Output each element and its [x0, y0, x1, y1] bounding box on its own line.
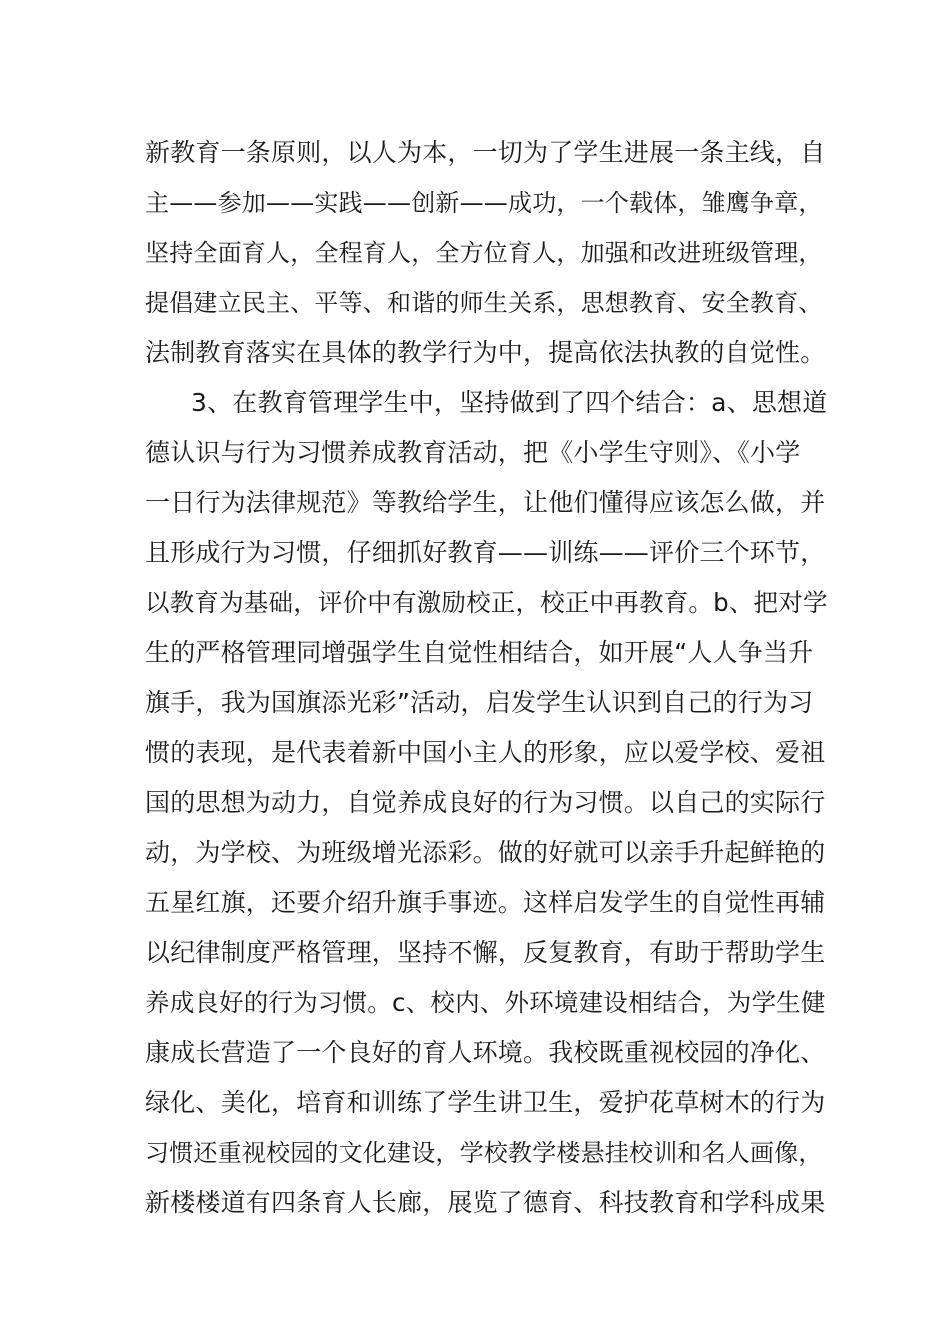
- text-line: 生的严格管理同增强学生自觉性相结合，如开展“人人争当升: [145, 638, 814, 667]
- text-line: 且形成行为习惯，仔细抓好教育——训练——评价三个环节，: [145, 538, 826, 567]
- text-line: 以纪律制度严格管理，坚持不懈，反复教育，有助于帮助学生: [145, 938, 826, 967]
- paragraph-start-line: 3、在教育管理学生中，坚持做到了四个结合：a、思想道: [191, 388, 828, 417]
- text-line: 五星红旗，还要介绍升旗手事迹。这样启发学生的自觉性再辅: [145, 888, 826, 917]
- text-line: 新楼楼道有四条育人长廊，展览了德育、科技教育和学科成果: [145, 1188, 826, 1217]
- text-line: 旗手，我为国旗添光彩”活动，启发学生认识到自己的行为习: [145, 688, 814, 717]
- text-line: 动，为学校、为班级增光添彩。做的好就可以亲手升起鲜艳的: [145, 838, 826, 867]
- text-line: 德认识与行为习惯养成教育活动，把《小学生守则》、《小学: [145, 438, 801, 467]
- text-line: 绿化、美化，培育和训练了学生讲卫生，爱护花草树木的行为: [145, 1088, 826, 1117]
- text-line: 以教育为基础，评价中有激励校正，校正中再教育。b、把对学: [145, 588, 828, 617]
- text-line: 康成长营造了一个良好的育人环境。我校既重视校园的净化、: [145, 1038, 826, 1067]
- text-line: 新教育一条原则，以人为本，一切为了学生进展一条主线，自: [145, 138, 826, 167]
- document-body: [145, 128, 835, 1228]
- text-line: 国的思想为动力，自觉养成良好的行为习惯。以自己的实际行: [145, 788, 826, 817]
- text-line: 法制教育落实在具体的教学行为中，提高依法执教的自觉性。: [145, 338, 826, 367]
- text-line: 坚持全面育人，全程育人，全方位育人，加强和改进班级管理，: [145, 239, 823, 267]
- text-line: 提倡建立民主、平等、和谐的师生关系，思想教育、安全教育、: [145, 289, 823, 317]
- text-line: 主——参加——实践——创新——成功，一个载体，雏鹰争章，: [145, 189, 823, 217]
- text-line: 养成良好的行为习惯。c、校内、外环境建设相结合，为学生健: [145, 988, 826, 1017]
- text-line: 一日行为法律规范》等教给学生，让他们懂得应该怎么做，并: [145, 488, 826, 517]
- text-line: 习惯还重视校园的文化建设，学校教学楼悬挂校训和名人画像，: [145, 1139, 823, 1167]
- text-line: 惯的表现，是代表着新中国小主人的形象，应以爱学校、爱祖: [145, 738, 826, 767]
